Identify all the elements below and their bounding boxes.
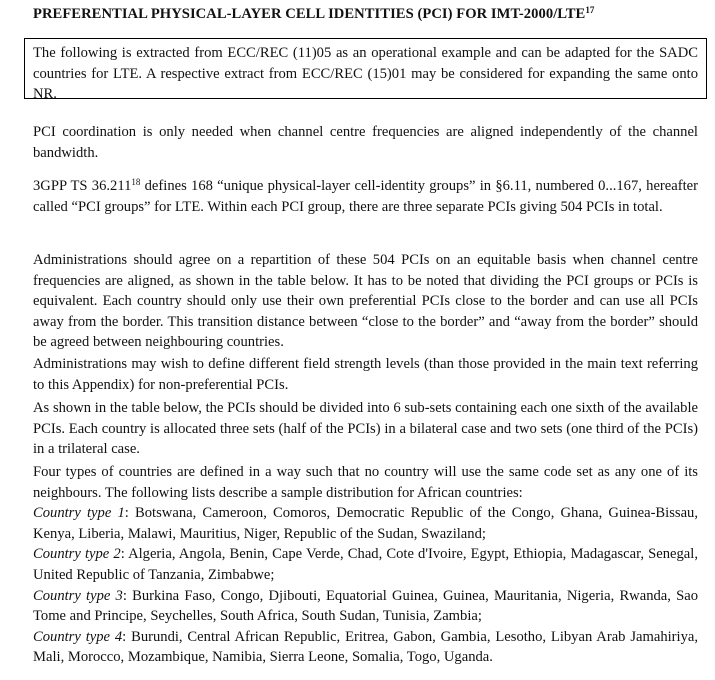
paragraph-3gpp-body: defines 168 “unique physical-layer cell-identity groups” in §6.11, numbered 0...167, hereafter called “PCI groups” for LTE. Within each PCI group, there are three separate PCIs giving 504 PCIs in total.: [33, 178, 698, 215]
boxed-note-text: The following is extracted from ECC/REC (11)05 as an operational example and can be adapted for the SADC countries for LTE. A respective extract from ECC/REC (15)01 may be considered for expanding the same onto NR.: [33, 45, 698, 102]
title-text: PREFERENTIAL PHYSICAL-LAYER CELL IDENTITIES (PCI) FOR IMT-2000/LTE: [33, 6, 586, 22]
country-type-3-list: Burkina Faso, Congo, Djibouti, Equatorial Guinea, Guinea, Mauritania, Nigeria, Rwanda, Sao Tome and Principe, Seychelles, South Africa, South Sudan, Tunisia, Zambia;: [33, 587, 698, 625]
country-type-2-label: Country type 2: [33, 546, 121, 563]
section-title: [33, 6, 698, 23]
country-type-1-list: Botswana, Cameroon, Comoros, Democratic Republic of the Congo, Ghana, Guinea-Bissau, Kenya, Liberia, Malawi, Mauritius, Niger, Republic of the Sudan, Swaziland;: [33, 505, 699, 542]
boxed-note: [24, 38, 707, 102]
paragraph-country-types: Four types of countries are defined in a way such that no country will use the same code set as any one of its neighbours. The following lists describe a sample distribution for African countries: Country type 1: Botswana, Cameroon, Comoros, Democratic Republic of the Congo, Ghana, Guinea-Bissau, Kenya, Liberia, Malawi, Mauritius, Niger, Republic of the Sudan, Swaziland; Country type 2: Algeria, Angola, Benin, Cape Verde, Chad, Cote d'Ivoire, Egypt, Ethiopia, Madagascar, Senegal, United Republic of Tanzania, Zimbabwe; Country type 3: Burkina Faso, Congo, Djibouti, Equatorial Guinea, Guinea, Mauritania, Nigeria, Rwanda, Sao Tome and Principe, Seychelles, South Africa, South Sudan, Tunisia, Zambia; Country type 4: Burundi, Central African Republic, Eritrea, Gabon, Gambia, Lesotho, Libyan Arab Jamahiriya, Mali, Morocco, Mozambique, Namibia, Sierra Leone, Somalia, Togo, Uganda.: [33, 464, 699, 666]
paragraph-3gpp-lead: 3GPP TS 36.211: [33, 178, 132, 194]
title-footnote-ref[interactable]: 17: [585, 5, 595, 15]
country-type-4-label: Country type 4: [33, 628, 123, 645]
country-type-2-list: Algeria, Angola, Benin, Cape Verde, Chad, Cote d'Ivoire, Egypt, Ethiopia, Madagascar, Senegal, United Republic of Tanzania, Zimbabwe;: [33, 546, 698, 583]
paragraph-repartition: Administrations should agree on a repartition of these 504 PCIs on an equitable basis when channel centre frequencies are aligned, as shown in the table below. It has to be noted that dividing the PCI groups or PCIs is equivalent. Each country should only use their own preferential PCIs close to the border and can use all PCIs away from the border. This transition distance between “close to the border” and “away from the border” should be agreed between neighbouring countries.: [33, 252, 698, 351]
paragraph-3gpp: [33, 176, 698, 217]
country-types-intro: Four types of countries are defined in a way such that no country will use the same code set as any one of its neighbours. The following lists describe a sample distribution for African countries:: [33, 464, 698, 501]
country-type-4-list: Burundi, Central African Republic, Eritrea, Gabon, Gambia, Lesotho, Libyan Arab Jamahiriya, Mali, Morocco, Mozambique, Namibia, Sierra Leone, Somalia, Togo, Uganda.: [33, 628, 699, 666]
country-type-3-label: Country type 3: [33, 587, 123, 604]
paragraph-pci-coordination: PCI coordination is only needed when channel centre frequencies are aligned independently of the channel bandwidth.: [33, 124, 698, 161]
country-type-1-label: Country type 1: [33, 505, 125, 522]
paragraph-field-strength: Administrations may wish to define different field strength levels (than those provided in the main text referring to this Appendix) for non-preferential PCIs.: [33, 356, 698, 393]
footnote-ref-18[interactable]: 18: [131, 177, 141, 187]
paragraph-subsets: As shown in the table below, the PCIs should be divided into 6 sub-sets containing each one sixth of the available PCIs. Each country is allocated three sets (half of the PCIs) in a bilateral case and two sets (one third of the PCIs) in a trilateral case.: [33, 400, 698, 458]
